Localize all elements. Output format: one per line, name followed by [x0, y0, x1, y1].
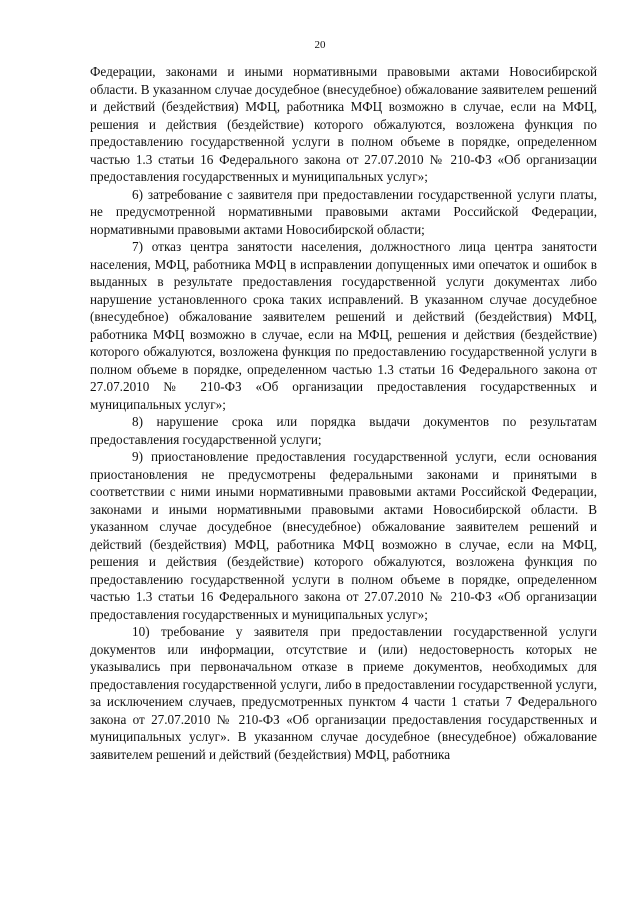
paragraph-item-8: 8) нарушение срока или порядка выдачи документов по результатам предоставления государственной услуги;	[90, 414, 597, 447]
paragraph-item-9: 9) приостановление предоставления государственной услуги, если основания приостановления не предусмотрены федеральными законами и принятыми в соответствии с ними иными нормативными правовыми актами Российской Федерации, законами и иными нормативными правовыми актами Новосибирской области. В указанном случае досудебное (внесудебное) обжалование заявителем решений и действий (бездействия) МФЦ, работника МФЦ возможно в случае, если на МФЦ, решения и действия (бездействие) которого обжалуются, возложена функция по предоставлению государственной услуги в полном объеме в порядке, определенном частью 1.3 статьи 16 Федерального закона от 27.07.2010 № 210-ФЗ «Об организации предоставления государственных и муниципальных услуг»;	[90, 449, 597, 622]
document-body	[90, 63, 597, 763]
page-number: 20	[314, 39, 326, 51]
paragraph-item-10: 10) требование у заявителя при предоставлении государственной услуги документов или информации, отсутствие и (или) недостоверность которых не указывались при первоначальном отказе в приеме документов, необходимых для предоставления государственной услуги, либо в предоставлении государственной услуги, за исключением случаев, предусмотренных пунктом 4 части 1 статьи 7 Федерального закона от 27.07.2010 № 210-ФЗ «Об организации предоставления государственных и муниципальных услуг». В указанном случае досудебное (внесудебное) обжалование заявителем решений и действий (бездействия) МФЦ, работника	[90, 624, 597, 762]
paragraph-continuation: Федерации, законами и иными нормативными правовыми актами Новосибирской области. В указанном случае досудебное (внесудебное) обжалование заявителем решений и действий (бездействия) МФЦ, работника МФЦ возможно в случае, если на МФЦ, решения и действия (бездействие) которого обжалуются, возложена функция по предоставлению государственной услуги в полном объеме в порядке, определенном частью 1.3 статьи 16 Федерального закона от 27.07.2010 № 210-ФЗ «Об организации предоставления государственных и муниципальных услуг»;	[90, 64, 597, 184]
paragraph-item-6: 6) затребование с заявителя при предоставлении государственной услуги платы, не предусмотренной нормативными правовыми актами Российской Федерации, нормативными правовыми актами Новосибирской области;	[90, 186, 597, 237]
paragraph-item-7: 7) отказ центра занятости населения, должностного лица центра занятости населения, МФЦ, работника МФЦ в исправлении допущенных ими опечаток и ошибок в выданных в результате предоставления государственной услуги документах либо нарушение установленного срока таких исправлений. В указанном случае досудебное (внесудебное) обжалование заявителем решений и действий (бездействия) МФЦ, работника МФЦ возможно в случае, если на МФЦ, решения и действия (бездействие) которого обжалуются, возложена функция по предоставлению государственной услуги в полном объеме в порядке, определенном частью 1.3 статьи 16 Федерального закона от 27.07.2010 № 210-ФЗ «Об организации предоставления государственных и муниципальных услуг»;	[90, 239, 597, 412]
